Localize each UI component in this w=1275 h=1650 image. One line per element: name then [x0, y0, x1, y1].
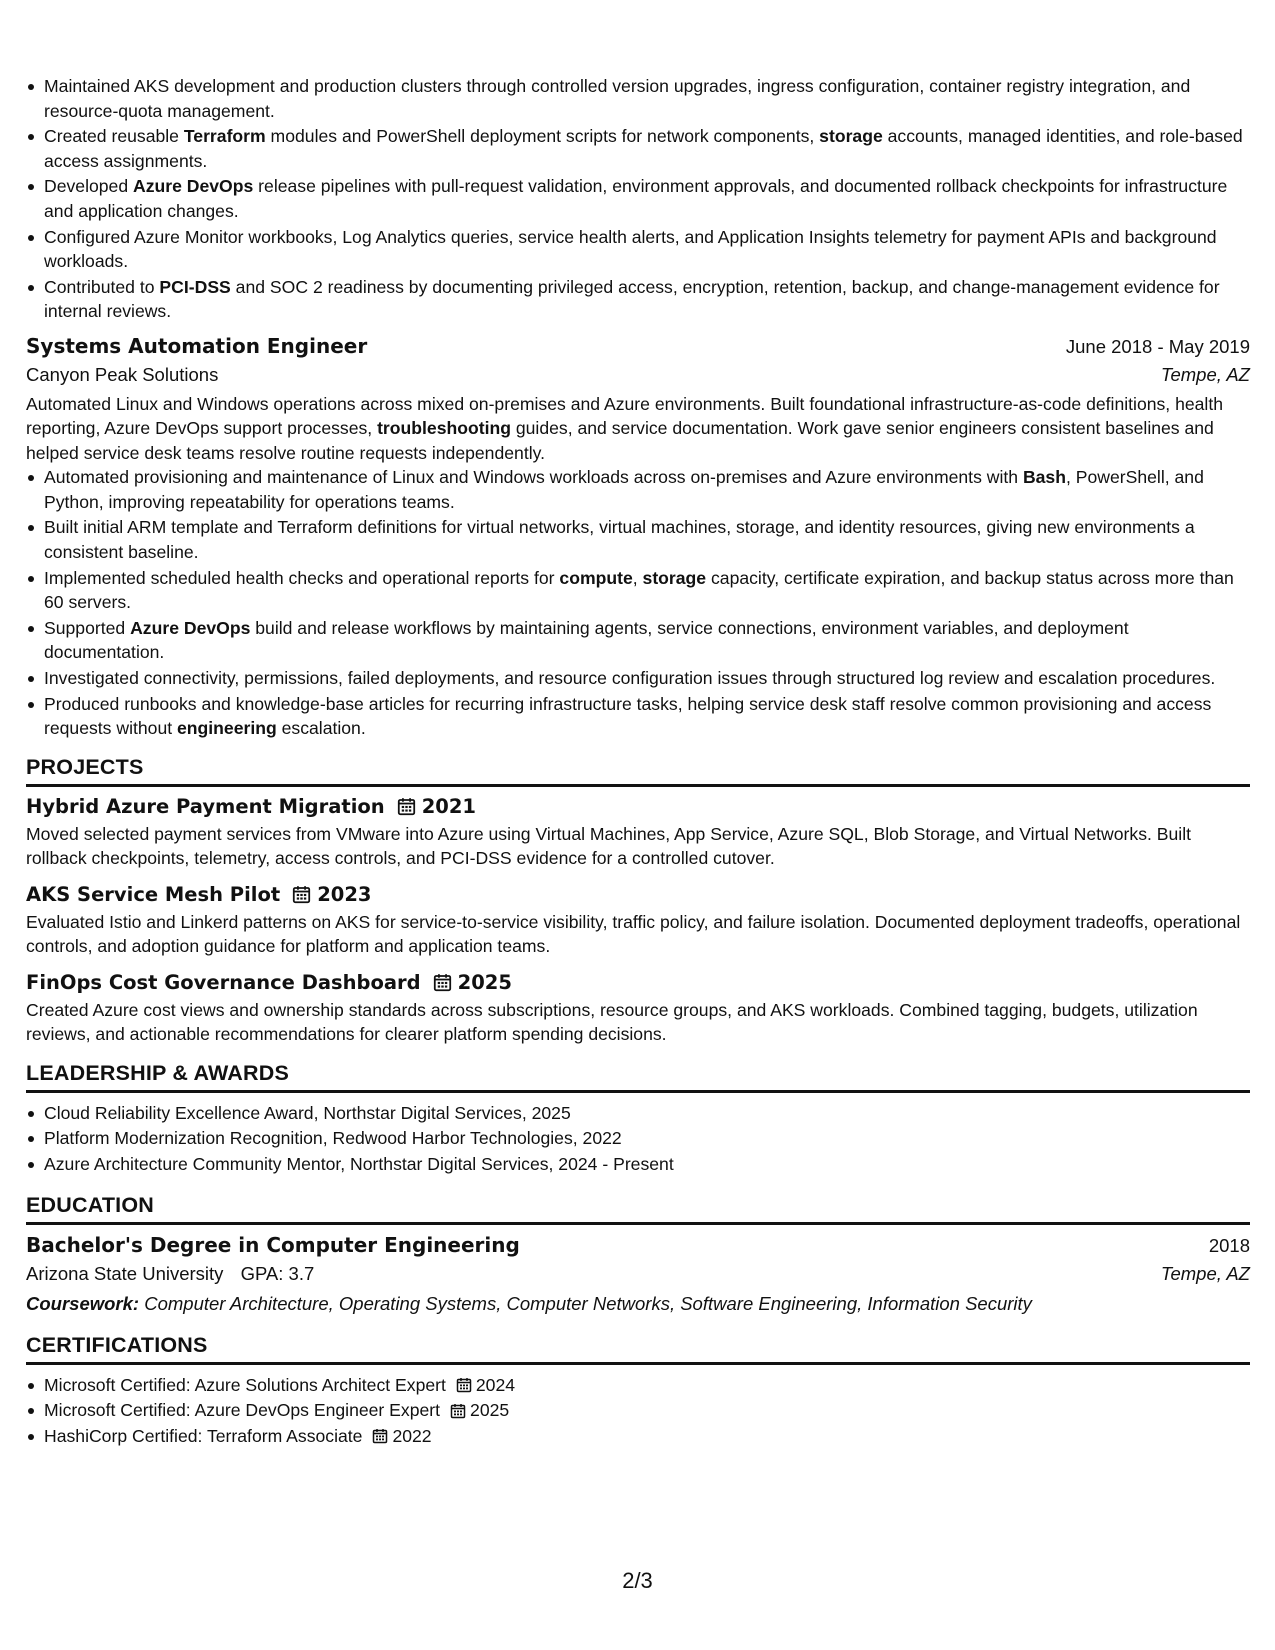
coursework-label: Coursework: — [26, 1292, 140, 1314]
bold-keyword: storage — [642, 567, 707, 588]
bullet-item: Automated provisioning and maintenance of Linux and Windows workloads across on-premises and Azure environments with Bash, PowerShell, and Python, improving repeatability for operations teams. — [26, 465, 1250, 514]
certification-name: Microsoft Certified: Azure DevOps Engineer Expert — [44, 1400, 441, 1421]
calendar-icon — [456, 1377, 472, 1393]
certification-item — [26, 1424, 1250, 1449]
bold-keyword: Terraform — [183, 126, 266, 147]
project-year: 2021 — [421, 794, 476, 818]
calendar-icon — [433, 973, 452, 992]
bullet-item: Implemented scheduled health checks and operational reports for compute, storage capacity, certificate expiration, and backup status across more than 60 servers. — [26, 566, 1250, 615]
certification-year: 2024 — [475, 1374, 516, 1395]
project-item — [26, 883, 1250, 959]
project-name: AKS Service Mesh Pilot — [26, 882, 281, 906]
projects-section — [26, 755, 1250, 1047]
bold-keyword: engineering — [177, 718, 277, 739]
job-location: Tempe, AZ — [1160, 363, 1250, 385]
bullet-item: Created reusable Terraform modules and PowerShell deployment scripts for network components, storage accounts, managed identities, and role-based access assignments. — [26, 124, 1250, 173]
project-year: 2023 — [317, 882, 372, 906]
bullet-item: Built initial ARM template and Terraform definitions for virtual networks, virtual machines, storage, and identity resources, giving new environments a consistent baseline. — [26, 515, 1250, 564]
award-item: Cloud Reliability Excellence Award, Northstar Digital Services, 2025 — [26, 1101, 1250, 1126]
school-name: Arizona State University — [26, 1262, 224, 1284]
bullet-item: Maintained AKS development and production clusters through controlled version upgrades, ingress configuration, container registry integration, and resource-quota management. — [26, 74, 1250, 123]
page-number: 2/3 — [622, 1568, 653, 1593]
job-dates: June 2018 - May 2019 — [1065, 335, 1250, 357]
bullet-item: Configured Azure Monitor workbooks, Log Analytics queries, service health alerts, and Application Insights telemetry for payment APIs and background workloads. — [26, 225, 1250, 274]
certifications-list — [26, 1373, 1250, 1449]
bullet-item: Developed Azure DevOps release pipelines with pull-request validation, environment approvals, and documented rollback checkpoints for infrastructure and application changes. — [26, 174, 1250, 223]
coursework-list: Computer Architecture, Operating Systems, Computer Networks, Software Engineering, Information Security — [144, 1292, 1032, 1314]
coursework — [26, 1293, 1250, 1315]
graduation-year: 2018 — [1208, 1234, 1250, 1256]
bullet-item: Contributed to PCI-DSS and SOC 2 readiness by documenting privileged access, encryption, retention, backup, and change-management evidence for internal reviews. — [26, 275, 1250, 324]
certification-year: 2025 — [470, 1400, 510, 1421]
bold-keyword: troubleshooting — [377, 418, 511, 439]
job-summary: Automated Linux and Windows operations across mixed on-premises and Azure environments. Built foundational infrastructure-as-code definitions, health reporting, Azure DevOps support processes, troubleshooting guides, and service documentation. Work gave senior engineers consistent baselines and helped service desk teams resolve routine requests independently. — [26, 393, 1224, 463]
bullet-item: Investigated connectivity, permissions, failed deployments, and resource configuration issues through structured log review and escalation procedures. — [26, 666, 1250, 691]
certification-item — [26, 1373, 1250, 1398]
company-name: Canyon Peak Solutions — [26, 363, 219, 385]
gpa: GPA: 3.7 — [240, 1262, 315, 1284]
section-title-leadership: LEADERSHIP & AWARDS — [26, 1061, 1250, 1093]
bold-keyword: Azure DevOps — [130, 617, 251, 638]
bullet-item: Produced runbooks and knowledge-base articles for recurring infrastructure tasks, helping service desk staff resolve common provisioning and access requests without engineering escalation. — [26, 692, 1250, 741]
section-title-education: EDUCATION — [26, 1193, 1250, 1225]
section-title-projects: PROJECTS — [26, 755, 1250, 787]
bold-keyword: storage — [819, 126, 883, 147]
certification-item — [26, 1398, 1250, 1423]
prev-job-bullets — [26, 74, 1250, 324]
bold-keyword: Azure DevOps — [133, 176, 254, 197]
education-section — [26, 1193, 1250, 1315]
project-description: Moved selected payment services from VMware into Azure using Virtual Machines, App Service, Azure SQL, Blob Storage, and Virtual Networks. Built rollback checkpoints, telemetry, access controls, and PCI-DSS evidence for a controlled cutover. — [26, 823, 1192, 869]
bullet-item: Supported Azure DevOps build and release workflows by maintaining agents, service connections, environment variables, and deployment documentation. — [26, 616, 1250, 665]
degree-title: Bachelor's Degree in Computer Engineering — [26, 1232, 520, 1257]
bold-keyword: PCI-DSS — [159, 276, 231, 297]
section-title-certifications: CERTIFICATIONS — [26, 1333, 1250, 1365]
project-item — [26, 795, 1250, 871]
project-description: Evaluated Istio and Linkerd patterns on AKS for service-to-service visibility, traffic policy, and failure isolation. Documented deployment tradeoffs, operational controls, and adoption guidance for platform and application teams. — [26, 911, 1241, 957]
calendar-icon — [450, 1403, 466, 1419]
resume-page — [26, 74, 1250, 1450]
bold-keyword: Bash — [1022, 467, 1066, 488]
certification-name: Microsoft Certified: Azure Solutions Architect Expert — [44, 1374, 446, 1395]
certifications-section — [26, 1333, 1250, 1449]
project-year: 2025 — [457, 970, 512, 994]
project-name: FinOps Cost Governance Dashboard — [26, 970, 421, 994]
project-item — [26, 971, 1250, 1047]
calendar-icon — [397, 797, 416, 816]
calendar-icon — [292, 885, 311, 904]
leadership-list — [26, 1101, 1250, 1177]
award-item: Azure Architecture Community Mentor, Northstar Digital Services, 2024 - Present — [26, 1152, 1250, 1177]
project-description: Created Azure cost views and ownership standards across subscriptions, resource groups, and AKS workloads. Combined tagging, budgets, utilization reviews, and actionable recommendations for clearer platform spending decisions. — [26, 999, 1198, 1045]
certification-year: 2022 — [392, 1425, 432, 1446]
project-name: Hybrid Azure Payment Migration — [26, 794, 385, 818]
job-title: Systems Automation Engineer — [26, 333, 368, 358]
calendar-icon — [372, 1428, 388, 1444]
job-entry — [26, 334, 1250, 741]
school-location: Tempe, AZ — [1160, 1262, 1250, 1284]
certification-name: HashiCorp Certified: Terraform Associate — [44, 1425, 363, 1446]
job-bullets — [26, 465, 1250, 740]
leadership-section — [26, 1061, 1250, 1177]
bold-keyword: compute — [559, 567, 633, 588]
award-item: Platform Modernization Recognition, Redwood Harbor Technologies, 2022 — [26, 1126, 1250, 1151]
